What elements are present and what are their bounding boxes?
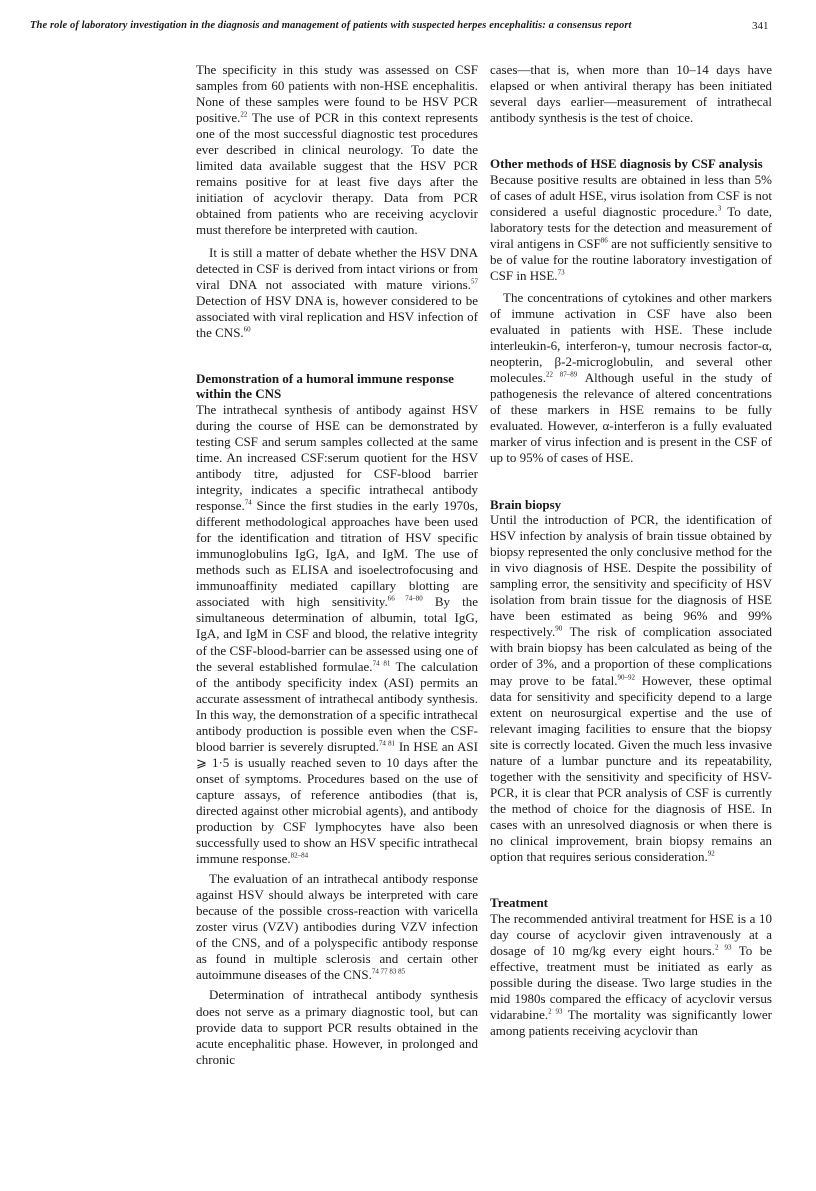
paragraph: The specificity in this study was assessed on CSF samples from 60 patients with non-HSE encephalitis. None of these samples were found to be HSV PCR positive.$^{22}$ The use of PCR in this context represents one of the most successful diagnostic test procedures ever described in clinical neurology. To date the limited data available suggest that the HSV PCR remains positive for at least five days after the initiation of acyclovir therapy. Data from PCR obtained from patients who are receiving acyclovir must therefore be interpreted with caution.	[196, 62, 478, 238]
reference-marker: 82–84	[290, 851, 309, 860]
reference-marker: 90–92	[617, 673, 636, 682]
reference-marker: 86	[600, 236, 608, 245]
paragraph: The evaluation of an intrathecal antibody response against HSV should always be interpreted with care because of the possible cross-reaction with varicella zoster virus (VZV) antibodies during VZV infection of the CNS, and of a polyspecific antibody response as found in multiple sclerosis and certain other autoimmune diseases of the CNS.$^{74 77 83 85}$	[196, 871, 478, 983]
reference-marker: 66 74–80	[387, 595, 423, 604]
section-heading: Treatment	[490, 895, 548, 911]
paragraph: It is still a matter of debate whether the HSV DNA detected in CSF is derived from intact virions or from viral DNA not associated with mature virions.$^{57}$ Detection of HSV DNA is, however considered to be associated with viral replication and HSV infection of the CNS.$^{60}$	[196, 244, 478, 340]
reference-marker: 74 81	[372, 659, 391, 668]
reference-marker: 74	[244, 498, 252, 507]
reference-marker: 2 93	[548, 1007, 563, 1016]
paragraph: Determination of intrathecal antibody synthesis does not serve as a primary diagnostic tool, but can provide data to support PCR results obtained in the acute encephalitic phase. However, in prolonged and chronic	[196, 987, 478, 1067]
right-column	[490, 62, 772, 1039]
section-heading: Other methods of HSE diagnosis by CSF analysis	[490, 156, 763, 172]
reference-marker: 60	[243, 325, 251, 334]
reference-marker: 90	[555, 625, 563, 634]
reference-marker: 22 87–89	[545, 370, 578, 379]
section-heading: Brain biopsy	[490, 496, 562, 512]
page-number: 341	[752, 20, 769, 32]
reference-marker: 22	[240, 110, 248, 119]
paragraph: The recommended antiviral treatment for HSE is a 10 day course of acyclovir given intravenously at a dosage of 10 mg/kg every eight hours.$^{2 93}$ To be effective, treatment must be initiated as early as possible during the disease. Two large studies in the mid 1980s compared the efficacy of acyclovir versus vidarabine.$^{2 93}$ The mortality was significantly lower among patients receiving acyclovir than	[490, 910, 773, 1038]
reference-marker: 92	[707, 849, 715, 858]
paragraph: The intrathecal synthesis of antibody against HSV during the course of HSE can be demonstrated by testing CSF and serum samples collected at the same time. An increased CSF:serum quotient for the HSV antibody titre, adjusted for CSF-blood barrier integrity, indicates a specific intrathecal antibody response.$^{74}$ Since the first studies in the early 1970s, different methodological approaches have been used for the identification and titration of HSV specific immunoglobulins IgG, IgA, and IgM. The use of methods such as ELISA and isoelectrofocusing and immunoaffinity mediated capillary blotting are associated with high sensitivity.$^{66 74-80}$ By the simultaneous determination of albumin, total IgG, IgA, and IgM in CSF and blood, the relative integrity of the CSF-blood-barrier can be assessed using one of the several established formulae.$^{74 81}$ The calculation of the antibody specificity index (ASI) permits an accurate assessment of intrathecal antibody synthesis. In this way, the demonstration of a specific intrathecal antibody production is possible even when the CSF-blood barrier is severely disrupted.$^{74 81}$ In HSE an ASI ⩾ 1·5 is usually reached seven to 10 days after the onset of symptoms. Procedures based on the use of capture assays, of reference antibodies (that is, directed against other microbial agents), and antibody production by CSF lymphocytes have also been successfully used to show an HSV specific intrathecal immune response.$^{82-84}$	[196, 401, 478, 867]
running-head-title: The role of laboratory investigation in the diagnosis and management of patients with suspected herpes encephalitis: a consensus report	[30, 20, 632, 31]
reference-marker: 74 77 83 85	[371, 968, 406, 977]
reference-marker: 57	[471, 277, 478, 286]
section-heading: Demonstration of a humoral immune response within the CNS	[196, 370, 454, 402]
reference-marker: 3	[717, 204, 722, 213]
reference-marker: 73	[557, 268, 565, 277]
paragraph: cases—that is, when more than 10–14 days have elapsed or when antiviral therapy has been initiated several days earlier—measurement of intrathecal antibody synthesis is the test of choice.	[490, 62, 772, 126]
paragraph: Until the introduction of PCR, the identification of HSV infection by analysis of brain tissue obtained by biopsy represented the only conclusive method for the in vivo diagnosis of HSE. Despite the possibility of sampling error, the sensitivity and specificity of HSV isolation from brain tissue for the diagnosis of HSE have been estimated as being 96% and 99% respectively.$^{90}$ The risk of complication associated with brain biopsy has been calculated as being of the order of 3%, and a proportion of these complications may prove to be fatal.$^{90-92}$ However, these optimal data for sensitivity and specificity depend to a large extent on neurosurgical expertise and the use of relevant imaging facilities to ensure that the biopsy site is correctly located. Given the much less invasive nature of a lumbar puncture and its repeatability, together with the sensitivity and specificity of HSV-PCR, it is clear that PCR analysis of CSF is currently the method of choice for the diagnosis of HSE. In cases with an unresolved diagnosis or when there is no clinical improvement, brain biopsy remains an option that requires serious consideration.$^{92}$	[490, 512, 772, 865]
reference-marker: 2 93	[715, 943, 732, 952]
reference-marker: 74 81	[378, 739, 396, 748]
paragraph: Because positive results are obtained in less than 5% of cases of adult HSE, virus isolation from CSF is not considered a useful diagnostic procedure.$^3$ To date, laboratory tests for the detection and measurement of viral antigens in CSF$^{86}$ are not sufficiently sensitive to be of value for the routine laboratory investigation of CSF in HSE.$^{73}$	[490, 171, 772, 283]
paragraph: The concentrations of cytokines and other markers of immune activation in CSF have also been evaluated in patients with HSE. These include interleukin-6, interferon-γ, tumour necrosis factor-α, neopterin, β-2-microglobulin, and several other molecules.$^{22 87-89}$ Although useful in the study of pathogenesis the relevance of altered concentrations of these markers in HSE remains to be fully evaluated. However, α-interferon is a fully evaluated marker of virus infection and is present in the CSF of up to 95% of cases of HSE.	[490, 290, 772, 466]
left-column	[196, 62, 478, 1068]
